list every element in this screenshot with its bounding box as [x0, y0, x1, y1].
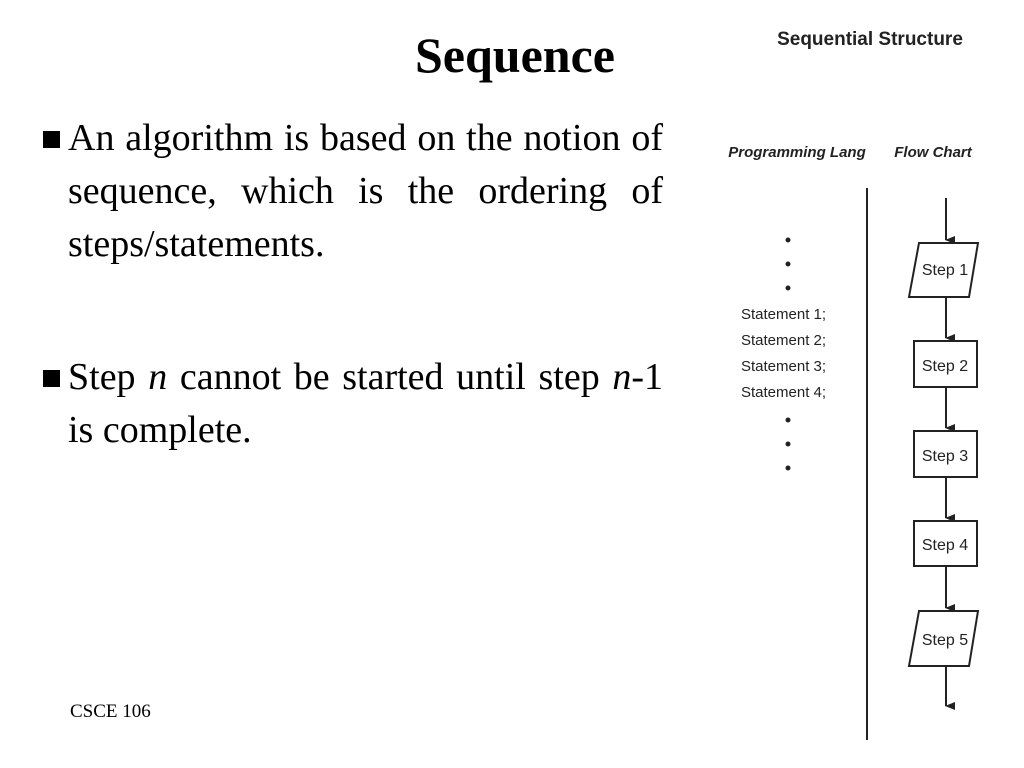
ellipsis-dot — [786, 238, 791, 243]
bullet-variable: n — [148, 356, 168, 398]
ellipsis-dot — [786, 466, 791, 471]
flowchart-diagram — [700, 10, 1024, 768]
step-5-label: Step 5 — [921, 632, 969, 649]
square-bullet-icon — [43, 370, 60, 387]
bullet-text-part: cannot be started until step — [167, 356, 613, 398]
statement-line: Statement 2; — [741, 332, 827, 349]
sequential-structure-figure — [700, 10, 1024, 768]
bullet-text-part: Step — [68, 356, 149, 398]
statement-column — [741, 238, 826, 471]
statement-line: Statement 3; — [741, 358, 827, 375]
step-3-label: Step 3 — [921, 448, 969, 465]
slide-title: Sequence — [415, 27, 615, 83]
figure-title: Sequential Structure — [777, 29, 963, 50]
statement-line: Statement 1; — [741, 306, 827, 323]
step-4-label: Step 4 — [921, 537, 969, 554]
ellipsis-dot — [786, 442, 791, 447]
ellipsis-dot — [786, 286, 791, 291]
bullet-variable: n — [612, 356, 632, 398]
statement-line: Statement 4; — [741, 384, 827, 401]
column-label-flow-chart: Flow Chart — [894, 144, 972, 161]
ellipsis-dot — [786, 418, 791, 423]
bullet-item-2 — [40, 351, 663, 457]
step-2-label: Step 2 — [921, 358, 969, 375]
footer-course-label: CSCE 106 — [70, 701, 151, 722]
ellipsis-dot — [786, 262, 791, 267]
column-label-programming-lang: Programming Lang — [728, 144, 866, 161]
bullet-item-1 — [40, 112, 663, 271]
step-1-label: Step 1 — [921, 262, 969, 279]
bullet-text: An algorithm is based on the notion of sequence, which is the ordering of steps/statements. — [68, 117, 663, 265]
bullet-list — [40, 112, 663, 537]
bullet-text-part: -1 is complete. — [68, 356, 663, 451]
square-bullet-icon — [43, 131, 60, 148]
